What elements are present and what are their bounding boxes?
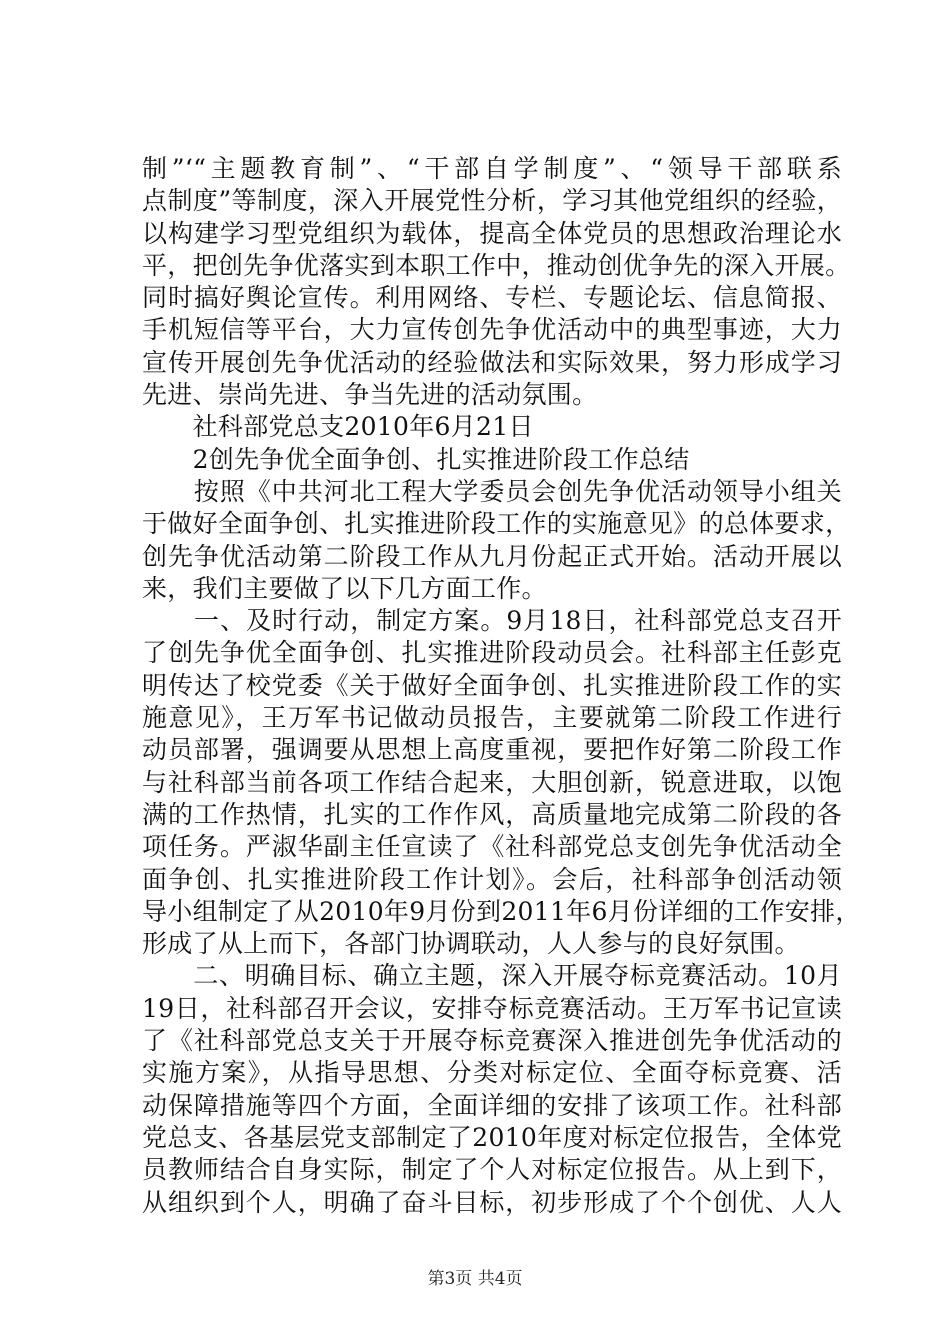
body-text-line: 项任务。严淑华副主任宣读了《社科部党总支创先争优活动全 — [142, 832, 842, 862]
body-text-line: 同时搞好舆论宣传。利用网络、专栏、专题论坛、信息简报、 — [142, 283, 842, 313]
body-text-line: 面争创、扎实推进阶段工作计划》。会后，社科部争创活动领 — [142, 864, 842, 894]
body-text-line: 制”‘“主题教育制”、“干部自学制度”、“领导干部联系 — [142, 154, 842, 183]
body-text-line: 从组织到个人，明确了奋斗目标，初步形成了个个创优、人人 — [142, 1187, 842, 1217]
body-text-line: 点制度”等制度，深入开展党性分析，学习其他党组织的经验， — [142, 186, 842, 216]
body-text-line: 以构建学习型党组织为载体，提高全体党员的思想政治理论水 — [142, 218, 842, 248]
body-text-line: 了《社科部党总支关于开展夺标竞赛深入推进创先争优活动的 — [142, 1026, 842, 1056]
document-body — [142, 153, 861, 1219]
body-text-line: 明传达了校党委《关于做好全面争创、扎实推进阶段工作的实 — [142, 670, 842, 700]
body-text-line: 二、明确目标、确立主题，深入开展夺标竞赛活动。10月 — [142, 961, 842, 991]
body-text-line: 施意见》，王万军书记做动员报告，主要就第二阶段工作进行 — [142, 703, 842, 733]
body-text-line: 党总支、各基层党支部制定了2010年度对标定位报告，全体党 — [142, 1122, 842, 1152]
body-text-line: 形成了从上而下，各部门协调联动，人人参与的良好氛围。 — [142, 929, 800, 959]
body-text-line: 满的工作热情，扎实的工作作风，高质量地完成第二阶段的各 — [142, 799, 842, 829]
body-text-line: 实施方案》，从指导思想、分类对标定位、全面夺标竞赛、活 — [142, 1058, 842, 1088]
body-text-line: 创先争优活动第二阶段工作从九月份起正式开始。活动开展以 — [142, 541, 842, 571]
body-text-line: 先进、崇尚先进、争当先进的活动氛围。 — [142, 380, 598, 410]
body-text-line: 来，我们主要做了以下几方面工作。 — [142, 573, 547, 603]
body-text-line: 于做好全面争创、扎实推进阶段工作的实施意见》的总体要求， — [142, 509, 851, 539]
body-text-line: 员教师结合自身实际，制定了个人对标定位报告。从上到下， — [142, 1155, 842, 1185]
page-footer: 第3页 共4页 — [427, 1269, 523, 1289]
body-text-line: 了创先争优全面争创、扎实推进阶段动员会。社科部主任彭克 — [142, 638, 842, 668]
body-text-line: 19日，社科部召开会议，安排夺标竞赛活动。王万军书记宣读 — [142, 993, 842, 1023]
body-text-line: 动保障措施等四个方面，全面详细的安排了该项工作。社科部 — [142, 1090, 842, 1120]
body-text-line: 与社科部当前各项工作结合起来，大胆创新，锐意进取，以饱 — [142, 767, 842, 797]
body-text-line: 动员部署，强调要从思想上高度重视，要把作好第二阶段工作 — [142, 735, 842, 765]
body-text-line: 2创先争优全面争创、扎实推进阶段工作总结 — [142, 444, 690, 474]
body-text-line: 手机短信等平台，大力宣传创先争优活动中的典型事迹，大力 — [142, 315, 842, 345]
body-text-line: 社科部党总支2010年6月21日 — [142, 412, 534, 442]
body-text-line: 按照《中共河北工程大学委员会创先争优活动领导小组关 — [142, 476, 842, 506]
body-text-line: 平，把创先争优落实到本职工作中，推动创优争先的深入开展。 — [142, 250, 851, 280]
body-text-line: 导小组制定了从2010年9月份到2011年6月份详细的工作安排， — [142, 896, 861, 926]
body-text-line: 宣传开展创先争优活动的经验做法和实际效果，努力形成学习 — [142, 347, 842, 377]
body-text-line: 一、及时行动，制定方案。9月18日，社科部党总支召开 — [142, 606, 842, 636]
